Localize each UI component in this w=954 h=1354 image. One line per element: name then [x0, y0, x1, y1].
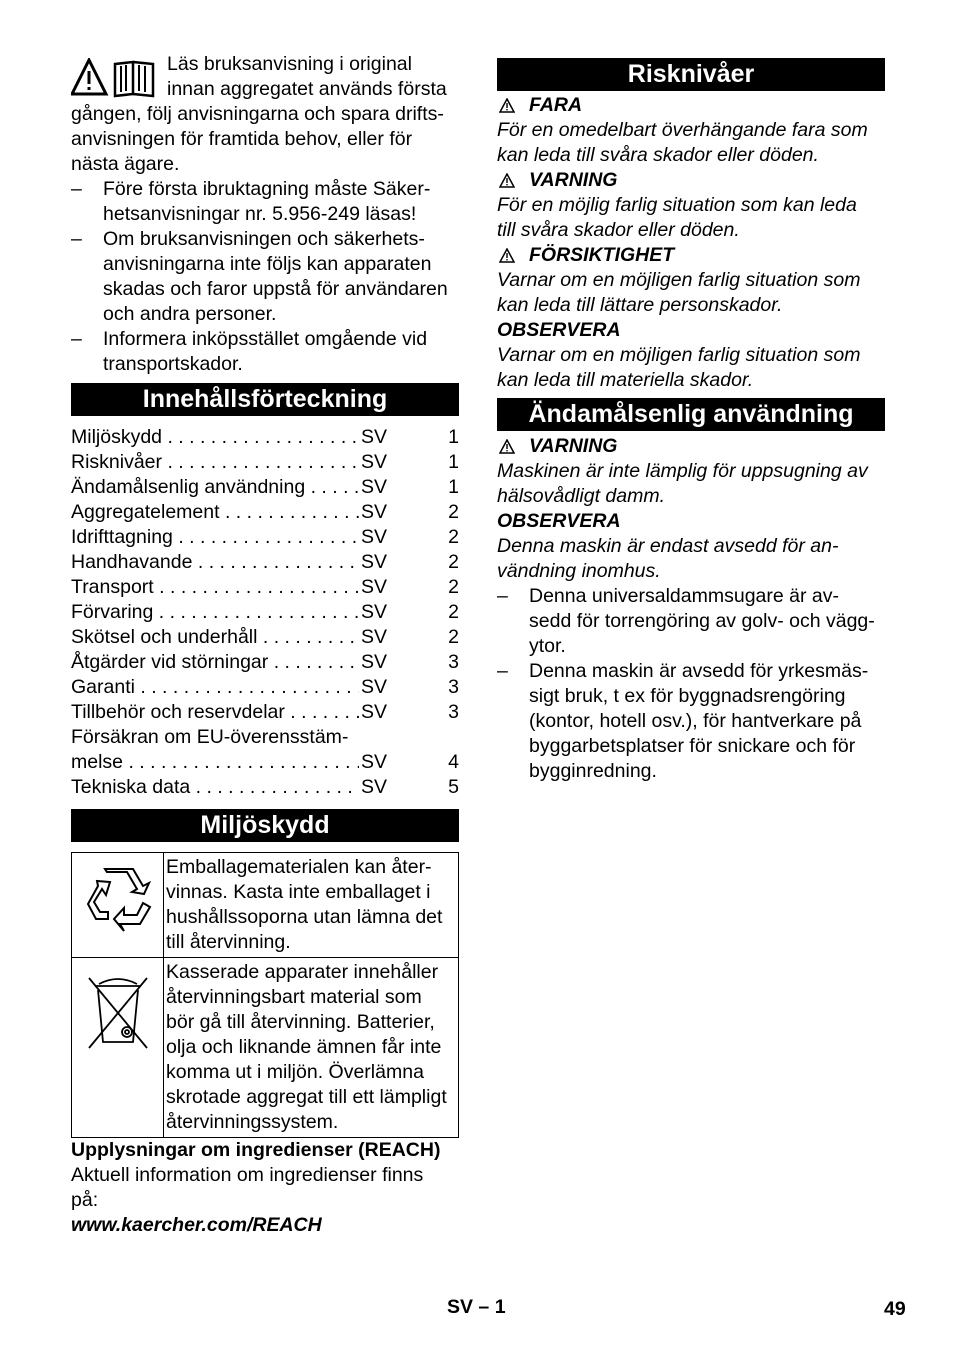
table-row: [72, 853, 459, 958]
toc-lang: SV: [361, 776, 388, 798]
toc-page: 1: [448, 476, 459, 498]
list-item-line: ytor.: [529, 635, 566, 657]
varning-label: VARNING: [529, 435, 618, 457]
page-number: 49: [884, 1298, 906, 1320]
text-line: återvinningssystem.: [166, 1111, 339, 1133]
table-row: [72, 958, 459, 1138]
varning-label-row: [497, 168, 885, 193]
list-item-line: hetsanvisningar nr. 5.956-249 läsas!: [103, 203, 417, 225]
toc-lang: SV: [361, 676, 388, 698]
table-of-contents: [71, 425, 459, 800]
list-item-line: Informera inköpsstället omgående vid: [103, 328, 428, 350]
observera-label: OBSERVERA: [497, 510, 621, 532]
env-table: [71, 852, 459, 1138]
recycle-cell: [72, 853, 164, 958]
intro-line: anvisningen för framtida behov, eller för: [71, 128, 413, 150]
warning-manual-icon: [71, 58, 163, 98]
usage-heading: Ändamålsenlig användning: [497, 398, 885, 431]
toc-row[interactable]: [71, 775, 459, 800]
toc-title: Åtgärder vid störningar . . .: [71, 650, 359, 675]
risk-text-line: Varnar om en möjligen farlig situation som: [497, 344, 861, 366]
toc-title: Transport . . .: [71, 575, 359, 600]
intro-line: nästa ägare.: [71, 153, 180, 175]
text-line: hushållssoporna utan lämna det: [166, 906, 443, 928]
toc-row[interactable]: [71, 500, 459, 525]
risk-text-line: kan leda till lättare personskador.: [497, 294, 783, 316]
toc-heading: Innehållsförteckning: [71, 383, 459, 416]
toc-page: 5: [448, 776, 459, 798]
toc-title: Risknivåer . . .: [71, 450, 359, 475]
risk-text-line: För en möjlig farlig situation som kan leda: [497, 194, 857, 216]
intro-line: Läs bruksanvisning i original: [167, 53, 412, 75]
forsiktighet-label: FÖRSIKTIGHET: [529, 244, 675, 266]
toc-title: melse . . .: [71, 750, 359, 775]
list-item: [497, 659, 885, 784]
list-item-line: skadas och faror uppstå för användaren: [103, 278, 448, 300]
toc-lang: SV: [361, 551, 388, 573]
right-column: [497, 58, 885, 784]
crossed-bin-icon: [83, 972, 153, 1052]
env-heading: Miljöskydd: [71, 809, 459, 842]
toc-lang: SV: [361, 526, 388, 548]
toc-lang: SV: [361, 651, 388, 673]
toc-lang: SV: [361, 426, 388, 448]
toc-row[interactable]: [71, 450, 459, 475]
toc-lang: SV: [361, 701, 388, 723]
toc-page: 4: [448, 751, 459, 773]
warning-triangle-icon: [499, 173, 515, 188]
toc-row[interactable]: [71, 625, 459, 650]
list-item-line: sigt bruk, t ex för byggnadsrengöring: [529, 685, 846, 707]
toc-row[interactable]: [71, 650, 459, 675]
list-item: [71, 177, 459, 227]
list-item-line: anvisningarna inte följs kan apparaten: [103, 253, 432, 275]
usage-text-line: vändning inomhus.: [497, 560, 661, 582]
toc-row[interactable]: [71, 475, 459, 500]
usage-section: [497, 434, 885, 784]
reach-line: på:: [71, 1189, 99, 1211]
toc-row[interactable]: [71, 725, 459, 775]
usage-text-line: hälsovådligt damm.: [497, 485, 665, 507]
toc-title: Ändamålsenlig användning . . .: [71, 475, 359, 500]
toc-page: 2: [448, 576, 459, 598]
toc-title: Idrifttagning . . .: [71, 525, 359, 550]
toc-page: 2: [448, 626, 459, 648]
toc-title: Tillbehör och reservdelar . . .: [71, 700, 359, 725]
toc-title: Skötsel och underhåll . . .: [71, 625, 359, 650]
toc-page: 2: [448, 601, 459, 623]
list-item-line: (kontor, hotell osv.), för hantverkare på: [529, 710, 862, 732]
toc-lang: SV: [361, 626, 388, 648]
risk-text-line: För en omedelbart överhängande fara som: [497, 119, 868, 141]
toc-row[interactable]: [71, 525, 459, 550]
recycle-text: [164, 853, 459, 958]
text-line: olja och liknande ämnen får inte: [166, 1036, 442, 1058]
left-column: [71, 52, 459, 1238]
forsiktighet-label-row: [497, 243, 885, 268]
list-item-line: byggarbetsplatser för snickare och för: [529, 735, 856, 757]
observera-label: OBSERVERA: [497, 319, 621, 341]
varning-label: VARNING: [529, 169, 618, 191]
list-item: [497, 584, 885, 659]
toc-lang: SV: [361, 476, 388, 498]
risk-text-line: kan leda till materiella skador.: [497, 369, 754, 391]
reach-line: Aktuell information om ingredienser finns: [71, 1164, 424, 1186]
list-item-line: Denna universaldammsugare är av-: [529, 585, 839, 607]
toc-page: 3: [448, 676, 459, 698]
toc-row[interactable]: [71, 550, 459, 575]
risk-section: [497, 93, 885, 393]
risk-heading: Risknivåer: [497, 58, 885, 91]
toc-row[interactable]: [71, 575, 459, 600]
text-line: Emballagematerialen kan åter-: [166, 856, 432, 878]
toc-lang: SV: [361, 751, 388, 773]
text-line: bör gå till återvinning. Batterier,: [166, 1011, 435, 1033]
reach-link[interactable]: www.kaercher.com/REACH: [71, 1214, 322, 1236]
text-line: återvinningsbart material som: [166, 986, 422, 1008]
toc-title: Tekniska data . . .: [71, 775, 359, 800]
dash-marker: –: [71, 328, 82, 350]
toc-row[interactable]: [71, 675, 459, 700]
toc-page: 1: [448, 426, 459, 448]
warning-triangle-icon: [499, 98, 515, 113]
text-line: skrotade aggregat till ett lämpligt: [166, 1086, 447, 1108]
toc-row[interactable]: [71, 700, 459, 725]
toc-page: 2: [448, 551, 459, 573]
toc-page: 2: [448, 501, 459, 523]
usage-text-line: Maskinen är inte lämplig för uppsugning av: [497, 460, 868, 482]
list-item-line: bygginredning.: [529, 760, 657, 782]
toc-page: 3: [448, 701, 459, 723]
list-item-line: sedd för torrengöring av golv- och vägg-: [529, 610, 875, 632]
toc-lang: SV: [361, 576, 388, 598]
risk-text-line: kan leda till svåra skador eller döden.: [497, 144, 819, 166]
usage-text-line: Denna maskin är endast avsedd för an-: [497, 535, 839, 557]
fara-label: FARA: [529, 94, 583, 116]
dash-marker: –: [497, 660, 508, 682]
toc-row[interactable]: [71, 425, 459, 450]
list-item-line: Denna maskin är avsedd för yrkesmäs-: [529, 660, 869, 682]
varning-label-row: [497, 434, 885, 459]
toc-title: Aggregatelement . . .: [71, 500, 359, 525]
list-item: [71, 227, 459, 327]
intro-line: gången, följ anvisningarna och spara drifts-: [71, 103, 444, 125]
toc-lang: SV: [361, 601, 388, 623]
list-item-line: transportskador.: [103, 353, 243, 375]
list-item-line: Om bruksanvisningen och säkerhets-: [103, 228, 425, 250]
recycle-icon: [80, 864, 156, 940]
list-item: [71, 327, 459, 377]
toc-page: 2: [448, 526, 459, 548]
intro-line: innan aggregatet används första: [167, 78, 447, 100]
text-line: Kasserade apparater innehåller: [166, 961, 439, 983]
toc-title: Handhavande . . .: [71, 550, 359, 575]
toc-title: Förvaring . . .: [71, 600, 359, 625]
toc-title: Garanti . . .: [71, 675, 359, 700]
text-line: vinnas. Kasta inte emballaget i: [166, 881, 431, 903]
dispose-text: [164, 958, 459, 1138]
warning-triangle-icon: [499, 439, 515, 454]
toc-title-line: Försäkran om EU-överensstäm-: [71, 726, 349, 748]
text-line: till återvinning.: [166, 931, 291, 953]
dash-marker: –: [71, 178, 82, 200]
footer-section-label: SV – 1: [447, 1296, 506, 1318]
reach-title: Upplysningar om ingredienser (REACH): [71, 1139, 441, 1161]
risk-text-line: Varnar om en möjligen farlig situation som: [497, 269, 861, 291]
risk-text-line: till svåra skador eller döden.: [497, 219, 740, 241]
dispose-cell: [72, 958, 164, 1138]
toc-page: 1: [448, 451, 459, 473]
dash-marker: –: [71, 228, 82, 250]
dash-marker: –: [497, 585, 508, 607]
intro-section: [71, 52, 459, 377]
toc-page: 3: [448, 651, 459, 673]
fara-label-row: [497, 93, 885, 118]
list-item-line: Före första ibruktagning måste Säker-: [103, 178, 431, 200]
text-line: komma ut i miljön. Överlämna: [166, 1061, 424, 1083]
toc-lang: SV: [361, 451, 388, 473]
toc-title: Miljöskydd . . .: [71, 425, 359, 450]
warning-triangle-icon: [499, 248, 515, 263]
toc-lang: SV: [361, 501, 388, 523]
list-item-line: och andra personer.: [103, 303, 277, 325]
toc-row[interactable]: [71, 600, 459, 625]
